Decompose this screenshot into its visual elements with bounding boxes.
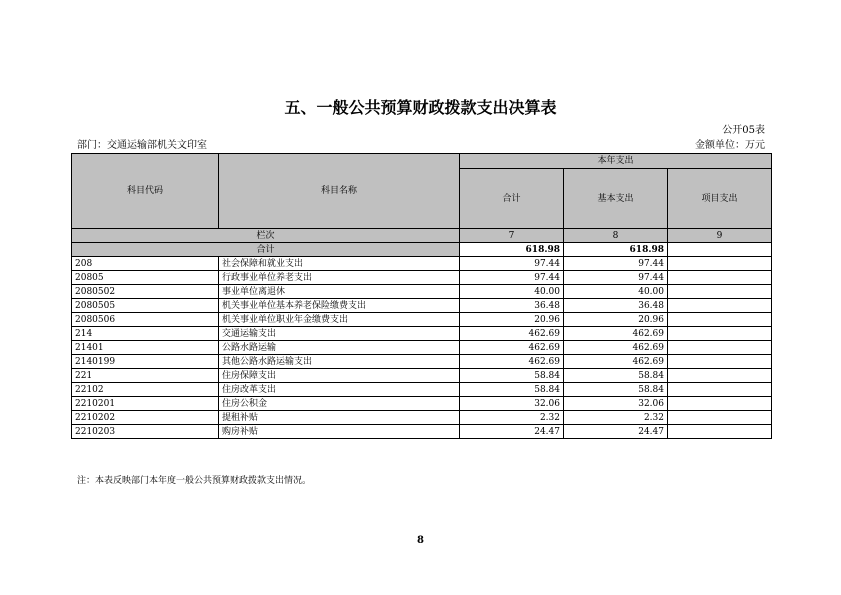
- row-basic: 58.84: [564, 383, 668, 397]
- column-index-label: 栏次: [72, 229, 460, 243]
- department-label: 部门：交通运输部机关文印室: [77, 140, 207, 151]
- row-code: 2210202: [72, 411, 219, 425]
- header-basic: 基本支出: [564, 169, 668, 229]
- row-name: 住房公积金: [219, 397, 460, 411]
- row-total: 24.47: [460, 425, 564, 439]
- table-row: [72, 257, 772, 271]
- header-name: 科目名称: [219, 154, 460, 229]
- header-code: 科目代码: [72, 154, 219, 229]
- row-basic: 462.69: [564, 355, 668, 369]
- table-row: [72, 285, 772, 299]
- table-row: [72, 425, 772, 439]
- row-project: [668, 341, 772, 355]
- table-row: [72, 299, 772, 313]
- row-basic: 97.44: [564, 271, 668, 285]
- summary-row: [72, 243, 772, 257]
- row-code: 2210201: [72, 397, 219, 411]
- page-number: 8: [417, 535, 424, 546]
- table-row: [72, 397, 772, 411]
- row-basic: 462.69: [564, 341, 668, 355]
- expenditure-table: [71, 153, 772, 439]
- row-name: 公路水路运输: [219, 341, 460, 355]
- row-code: 22102: [72, 383, 219, 397]
- header-project: 项目支出: [668, 169, 772, 229]
- row-code: 208: [72, 257, 219, 271]
- row-total: 2.32: [460, 411, 564, 425]
- row-project: [668, 411, 772, 425]
- row-name: 行政事业单位养老支出: [219, 271, 460, 285]
- table-row: [72, 383, 772, 397]
- row-basic: 24.47: [564, 425, 668, 439]
- summary-basic: 618.98: [564, 243, 668, 257]
- row-project: [668, 271, 772, 285]
- row-name: 其他公路水路运输支出: [219, 355, 460, 369]
- row-project: [668, 327, 772, 341]
- row-basic: 36.48: [564, 299, 668, 313]
- row-project: [668, 369, 772, 383]
- row-code: 2140199: [72, 355, 219, 369]
- row-total: 20.96: [460, 313, 564, 327]
- row-total: 36.48: [460, 299, 564, 313]
- row-name: 住房保障支出: [219, 369, 460, 383]
- row-name: 住房改革支出: [219, 383, 460, 397]
- table-row: [72, 411, 772, 425]
- row-code: 2080505: [72, 299, 219, 313]
- row-name: 机关事业单位基本养老保险缴费支出: [219, 299, 460, 313]
- amount-unit-label: 金额单位：万元: [695, 140, 765, 151]
- row-total: 462.69: [460, 327, 564, 341]
- column-index-8: 8: [564, 229, 668, 243]
- row-project: [668, 383, 772, 397]
- row-project: [668, 397, 772, 411]
- row-total: 58.84: [460, 383, 564, 397]
- table-note: 注：本表反映部门本年度一般公共预算财政拨款支出情况。: [77, 476, 312, 486]
- row-basic: 462.69: [564, 327, 668, 341]
- row-total: 32.06: [460, 397, 564, 411]
- row-name: 机关事业单位职业年金缴费支出: [219, 313, 460, 327]
- table-row: [72, 355, 772, 369]
- row-basic: 58.84: [564, 369, 668, 383]
- row-total: 462.69: [460, 355, 564, 369]
- summary-label: 合计: [72, 243, 460, 257]
- row-name: 购房补贴: [219, 425, 460, 439]
- row-basic: 32.06: [564, 397, 668, 411]
- row-project: [668, 257, 772, 271]
- summary-project: [668, 243, 772, 257]
- column-index-9: 9: [668, 229, 772, 243]
- row-total: 40.00: [460, 285, 564, 299]
- header-total: 合计: [460, 169, 564, 229]
- row-code: 214: [72, 327, 219, 341]
- row-total: 97.44: [460, 271, 564, 285]
- form-number: 公开05表: [722, 125, 765, 136]
- row-code: 20805: [72, 271, 219, 285]
- row-name: 提租补贴: [219, 411, 460, 425]
- row-code: 221: [72, 369, 219, 383]
- row-total: 97.44: [460, 257, 564, 271]
- row-basic: 40.00: [564, 285, 668, 299]
- table-row: [72, 341, 772, 355]
- row-name: 社会保障和就业支出: [219, 257, 460, 271]
- row-code: 2080506: [72, 313, 219, 327]
- row-code: 21401: [72, 341, 219, 355]
- row-basic: 2.32: [564, 411, 668, 425]
- row-total: 462.69: [460, 341, 564, 355]
- row-project: [668, 355, 772, 369]
- row-total: 58.84: [460, 369, 564, 383]
- header-current-year: 本年支出: [460, 154, 772, 169]
- row-project: [668, 299, 772, 313]
- row-code: 2210203: [72, 425, 219, 439]
- row-name: 交通运输支出: [219, 327, 460, 341]
- summary-total: 618.98: [460, 243, 564, 257]
- table-row: [72, 271, 772, 285]
- row-project: [668, 285, 772, 299]
- row-name: 事业单位离退休: [219, 285, 460, 299]
- table-row: [72, 313, 772, 327]
- row-project: [668, 313, 772, 327]
- row-basic: 97.44: [564, 257, 668, 271]
- row-project: [668, 425, 772, 439]
- row-basic: 20.96: [564, 313, 668, 327]
- row-code: 2080502: [72, 285, 219, 299]
- table-row: [72, 369, 772, 383]
- page-title: 五、一般公共预算财政拨款支出决算表: [284, 98, 557, 117]
- column-index-7: 7: [460, 229, 564, 243]
- table-row: [72, 327, 772, 341]
